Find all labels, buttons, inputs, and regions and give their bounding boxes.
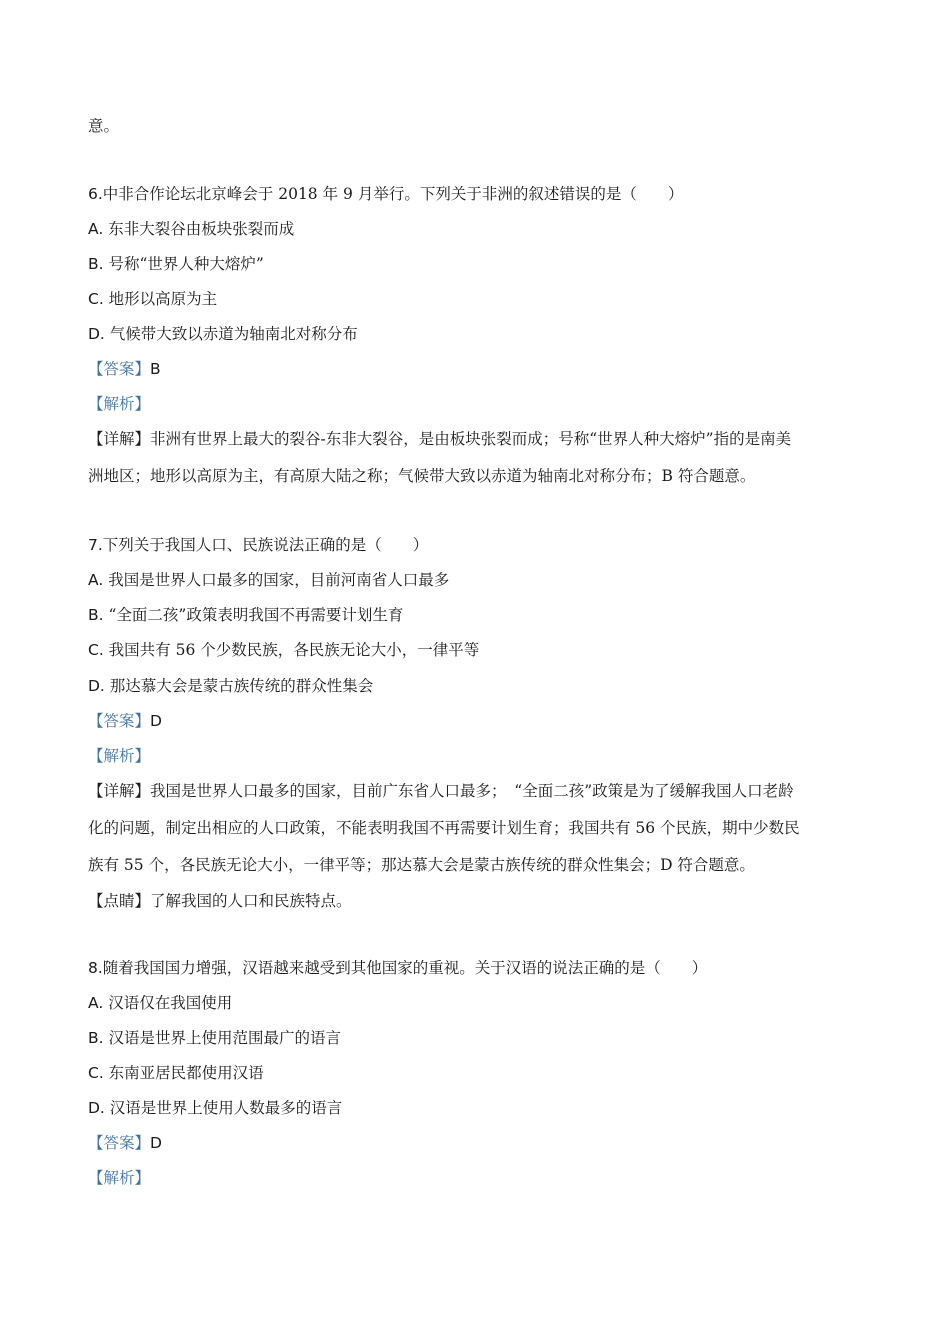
- answer-value: D: [150, 712, 162, 730]
- detail-tag: 【详解】: [88, 782, 151, 800]
- question-text: 中非合作论坛北京峰会于 2018 年 9 月举行。下列关于非洲的叙述错误的是（ ）: [102, 185, 684, 203]
- detail-text: 我国是世界人口最多的国家，目前广东省人口最多； “全面二孩”政策是为了缓解我国人口老龄: [150, 782, 794, 800]
- tip-tag: 【点睛】: [88, 892, 151, 910]
- option-text: 我国是世界人口最多的国家，目前河南省人口最多: [103, 571, 450, 589]
- option-letter: A.: [88, 571, 104, 589]
- question-8-analysis-tag: 【解析】: [88, 1169, 151, 1187]
- tip-text: 了解我国的人口和民族特点。: [150, 892, 352, 910]
- question-7-detail-line-3: 族有 55 个，各民族无论大小，一律平等；那达慕大会是蒙古族传统的群众性集会；D 符合题意。: [88, 856, 755, 874]
- question-6-detail-line-2: 洲地区；地形以高原为主，有高原大陆之称；气候带大致以赤道为轴南北对称分布；B 符合题意。: [88, 467, 756, 485]
- question-8-option-c: [88, 1063, 868, 1083]
- question-7-answer: [88, 711, 868, 731]
- option-letter: C.: [88, 641, 104, 659]
- continuation-text: 意。: [88, 117, 120, 135]
- option-text: 那达慕大会是蒙古族传统的群众性集会: [104, 677, 374, 695]
- option-letter: C.: [88, 290, 104, 308]
- option-letter: D.: [88, 677, 105, 695]
- option-text: 汉语是世界上使用人数最多的语言: [104, 1099, 343, 1117]
- detail-text: 非洲有世界上最大的裂谷-东非大裂谷，是由板块张裂而成；号称“世界人种大熔炉”指的是南美: [150, 430, 792, 448]
- answer-value: B: [150, 360, 161, 378]
- detail-tag: 【详解】: [88, 430, 151, 448]
- question-8-option-b: [88, 1028, 868, 1048]
- option-letter: D.: [88, 325, 105, 343]
- question-8-option-a: [88, 993, 868, 1013]
- option-text: 号称“世界人种大熔炉”: [103, 255, 264, 273]
- option-letter: D.: [88, 1099, 105, 1117]
- option-text: 我国共有 56 个少数民族，各民族无论大小，一律平等: [103, 641, 480, 659]
- question-7-option-a: [88, 570, 868, 590]
- question-7-tip: [88, 891, 868, 911]
- question-6-answer: [88, 359, 868, 379]
- question-6-option-b: [88, 254, 868, 274]
- question-7-option-d: [88, 676, 868, 696]
- question-7-analysis-tag: 【解析】: [88, 747, 151, 765]
- question-text: 下列关于我国人口、民族说法正确的是（ ）: [102, 536, 429, 554]
- question-6-option-d: [88, 324, 868, 344]
- question-7-detail-line-2: 化的问题，制定出相应的人口政策，不能表明我国不再需要计划生育；我国共有 56 个民族，期中少数民: [88, 819, 800, 837]
- option-text: “全面二孩”政策表明我国不再需要计划生育: [103, 606, 404, 624]
- question-8-stem: [88, 958, 868, 978]
- question-6-option-c: [88, 289, 868, 309]
- question-number: 7.: [88, 536, 103, 554]
- option-text: 汉语仅在我国使用: [103, 994, 233, 1012]
- question-6-analysis-tag: 【解析】: [88, 395, 151, 413]
- question-7-stem: [88, 535, 868, 555]
- option-letter: A.: [88, 220, 104, 238]
- question-8-answer: [88, 1133, 868, 1153]
- question-6-stem: [88, 184, 868, 204]
- option-text: 东南亚居民都使用汉语: [103, 1064, 264, 1082]
- question-text: 随着我国国力增强，汉语越来越受到其他国家的重视。关于汉语的说法正确的是（ ）: [102, 959, 708, 977]
- answer-tag: 【答案】: [88, 360, 151, 378]
- question-6-option-a: [88, 219, 868, 239]
- option-letter: B.: [88, 606, 104, 624]
- option-text: 汉语是世界上使用范围最广的语言: [103, 1029, 341, 1047]
- question-6-detail-line-1: [88, 429, 868, 449]
- answer-tag: 【答案】: [88, 712, 151, 730]
- option-text: 东非大裂谷由板块张裂而成: [103, 220, 295, 238]
- option-letter: A.: [88, 994, 104, 1012]
- question-number: 6.: [88, 185, 103, 203]
- question-8-option-d: [88, 1098, 868, 1118]
- question-7-option-b: [88, 605, 868, 625]
- question-7-option-c: [88, 640, 868, 660]
- option-text: 地形以高原为主: [103, 290, 218, 308]
- question-7-detail-line-1: [88, 781, 868, 801]
- option-letter: B.: [88, 1029, 104, 1047]
- option-letter: B.: [88, 255, 104, 273]
- option-text: 气候带大致以赤道为轴南北对称分布: [104, 325, 358, 343]
- question-number: 8.: [88, 959, 103, 977]
- answer-value: D: [150, 1134, 162, 1152]
- answer-tag: 【答案】: [88, 1134, 151, 1152]
- option-letter: C.: [88, 1064, 104, 1082]
